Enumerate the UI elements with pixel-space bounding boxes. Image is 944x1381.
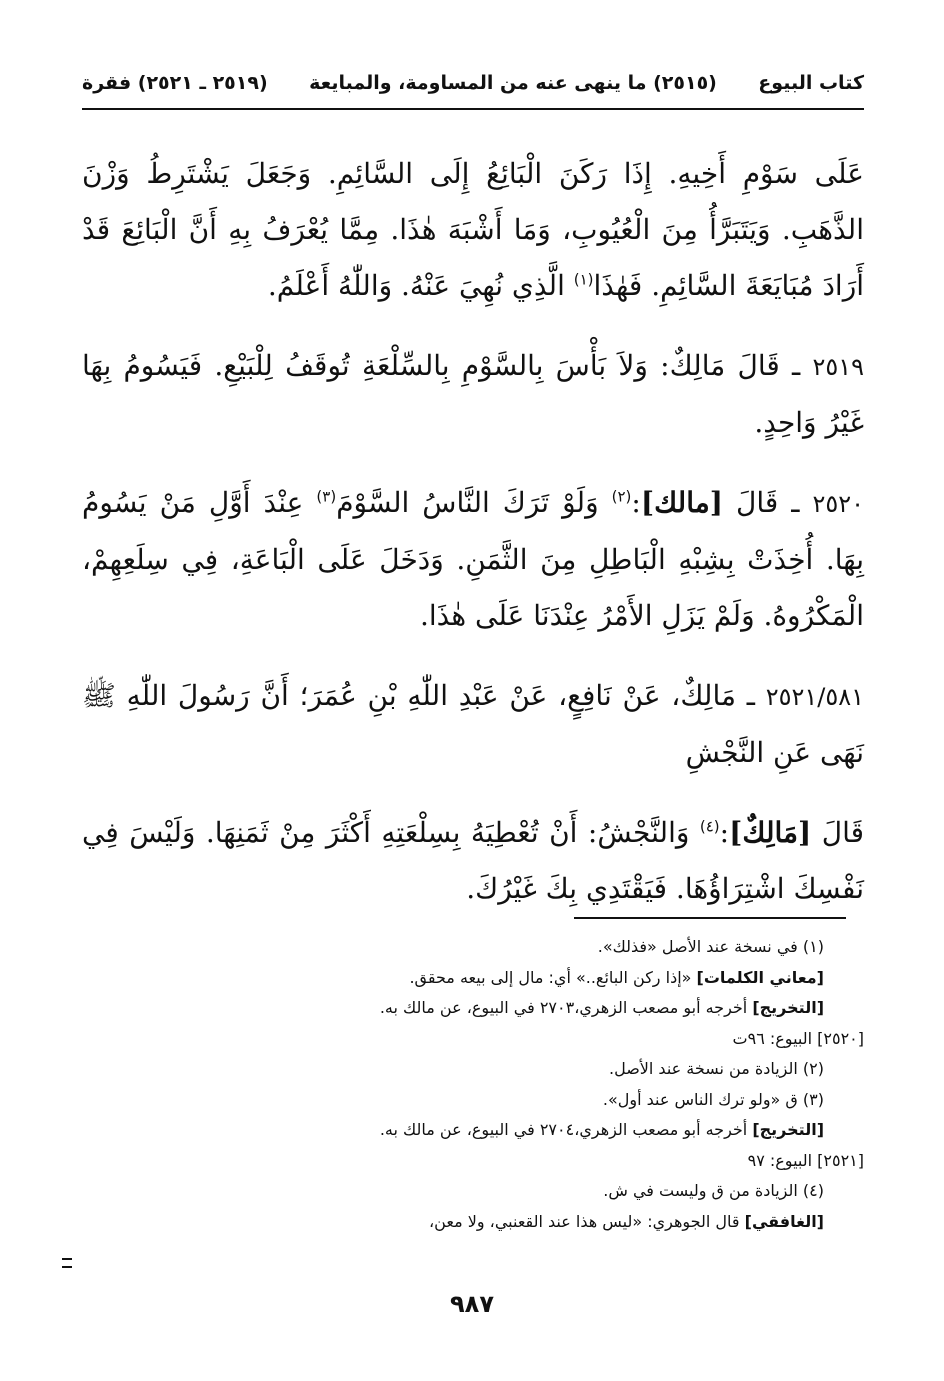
footnote-line: [٢٥٢٠] البيوع: ٩٦ت bbox=[732, 1028, 864, 1048]
footnote-line: (٢) الزيادة من نسخة عند الأصل. bbox=[608, 1059, 824, 1078]
header-book-title: كتاب البيوع bbox=[758, 72, 864, 94]
paragraph-number: ٢٥١٩ bbox=[812, 353, 864, 381]
footnote-line bbox=[120, 993, 864, 1024]
main-text bbox=[82, 146, 864, 941]
footnote-line: (٤) الزيادة من ق وليست في ش. bbox=[603, 1181, 824, 1200]
paragraph-text: ـ مَالِكٌ، عَنْ نَافِعٍ، عَنْ عَبْدِ اللّٰهِ بْنِ عُمَرَ؛ أَنَّ رَسُولَ اللّٰهِ ﷺ نَهَى عَنِ النَّجْشِ bbox=[82, 679, 864, 769]
header-paragraph-range: (٢٥١٩ ـ ٢٥٢١) فقرة bbox=[82, 72, 268, 94]
footnote-ref[interactable]: (٤) bbox=[699, 817, 720, 836]
footnote-tag: [الغافقي] bbox=[744, 1211, 824, 1231]
footnote-text: «إذا ركن البائع..» أي: مال إلى بيعه محقق. bbox=[409, 967, 697, 987]
footnote-line: (١) في نسخة عند الأصل «فذلك». bbox=[597, 937, 824, 956]
footnote-line: [٢٥٢١] البيوع: ٩٧ bbox=[747, 1150, 864, 1170]
footnote-line: (٣) ق «ولو ترك الناس عند أول». bbox=[602, 1089, 824, 1109]
footnote-tag: [التخريج] bbox=[752, 998, 824, 1017]
footnote-line bbox=[120, 1115, 864, 1146]
footnote-line bbox=[120, 963, 864, 994]
footnotes bbox=[120, 932, 864, 1237]
paragraph-text: عِنْدَ أَوَّلِ مَنْ يَسُومُ بِهَا. أُخِذَتْ بِشِبْهِ الْبَاطِلِ مِنَ الثَّمَنِ. وَدَخَلَ عَلَى الْبَاعَةِ، فِي سِلَعِهِمْ، الْمَكْرُوهُ. وَلَمْ يَزَلِ الأَمْرُ عِنْدَنَا عَلَى هٰذَا. bbox=[82, 486, 864, 632]
paragraph-najsh bbox=[82, 805, 864, 917]
running-header bbox=[82, 66, 864, 100]
footnote-ref[interactable]: (١) bbox=[573, 270, 594, 289]
paragraph-text: عَلَى سَوْمِ أَخِيهِ. إِذَا رَكَنَ الْبَائِعُ إِلَى السَّائِمِ. وَجَعَلَ يَشْتَرِطُ وَزْنَ الذَّهَبِ. وَيَتَبَرَّأُ مِنَ الْعُيُوبِ، وَمَا أَشْبَهَ هٰذَا. مِمَّا يُعْرَفُ بِهِ أَنَّ الْبَائِعَ قَدْ أَرَادَ مُبَايَعَةَ السَّائِمِ. فَهٰذَا bbox=[82, 157, 864, 302]
header-section-title: (٢٥١٥) ما ينهى عنه من المساومة، والمبايعة bbox=[309, 72, 717, 94]
paragraph-2520 bbox=[82, 475, 864, 644]
footnote-ref[interactable]: (٢) bbox=[611, 487, 632, 506]
paragraph-text: ـ قَالَ مَالِكٌ: وَلاَ بَأْسَ بِالسَّوْمِ بِالسِّلْعَةِ تُوقَفُ لِلْبَيْعِ. فَيَسُومُ بِهَا غَيْرُ وَاحِدٍ. bbox=[82, 349, 864, 439]
footnote-tag: [معاني الكلمات] bbox=[696, 967, 824, 987]
paragraph-number: ٢٥٢١/٥٨١ bbox=[765, 683, 865, 711]
footnote-ref[interactable]: (٣) bbox=[316, 487, 337, 506]
paragraph-text: الَّذِي نُهِيَ عَنْهُ. وَاللّٰهُ أَعْلَمُ. bbox=[267, 269, 574, 302]
paragraph-text: وَلَوْ تَرَكَ النَّاسُ السَّوْمَ bbox=[336, 486, 612, 519]
editorial-insertion: [مالك] bbox=[640, 486, 723, 519]
footnote-separator bbox=[574, 917, 846, 919]
footnote-text: قال الجوهري: «ليس هذا عند القعنبي، ولا معن، bbox=[429, 1211, 745, 1231]
header-rule bbox=[82, 108, 864, 110]
paragraph-text: ـ قَالَ bbox=[722, 486, 813, 519]
paragraph-number: ٢٥٢٠ bbox=[812, 490, 865, 518]
footnote-text: أخرجه أبو مصعب الزهري،٢٧٠٤ في البيوع، عن مالك به. bbox=[379, 1120, 753, 1139]
paragraph-text: : bbox=[631, 486, 641, 519]
footnote-line bbox=[120, 1207, 864, 1238]
footnote-tag: [التخريج] bbox=[752, 1120, 824, 1139]
paragraph-text: وَالنَّجْشُ: أَنْ تُعْطِيَهُ بِسِلْعَتِهِ أَكْثَرَ مِنْ ثَمَنِهَا. وَلَيْسَ فِي نَفْسِكَ اشْتِرَاؤُهَا. فَيَقْتَدِي بِكَ غَيْرُكَ. bbox=[82, 816, 864, 905]
paragraph-2519 bbox=[82, 338, 864, 451]
footnote-text: أخرجه أبو مصعب الزهري،٢٧٠٣ في البيوع، عن مالك به. bbox=[379, 998, 753, 1017]
margin-mark bbox=[62, 1258, 72, 1268]
paragraph-2521 bbox=[82, 668, 864, 781]
paragraph-text: : bbox=[719, 816, 730, 849]
page-number: ٩٨٧ bbox=[450, 1290, 494, 1318]
paragraph-continuation bbox=[82, 146, 864, 314]
paragraph-text: قَالَ bbox=[811, 816, 864, 849]
editorial-insertion: [مَالِكٌ] bbox=[729, 816, 812, 849]
